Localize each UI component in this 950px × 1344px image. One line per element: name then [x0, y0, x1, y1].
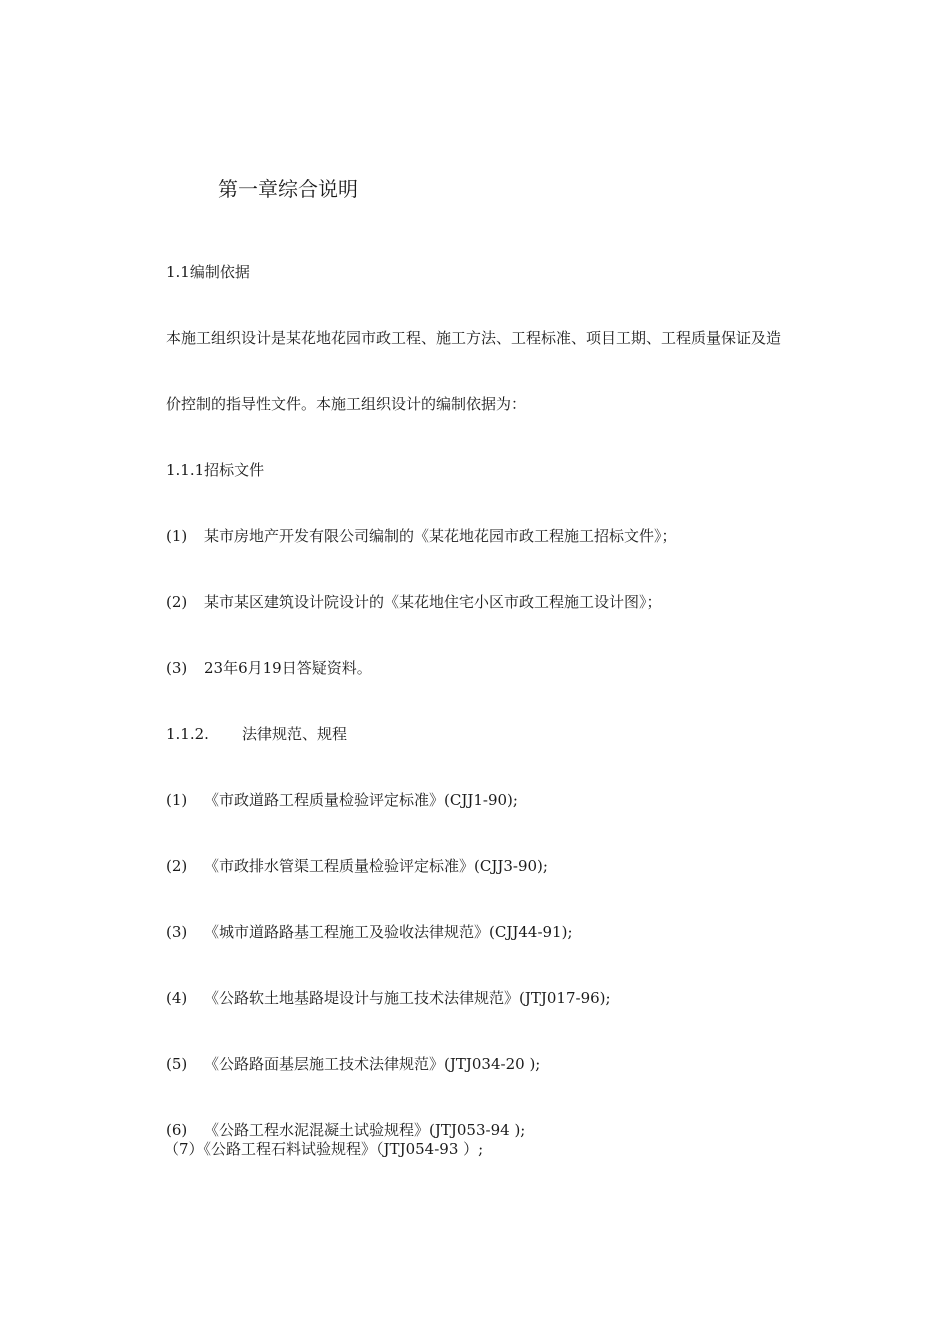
list-item-text: 某市某区建筑设计院设计的《某花地住宅小区市政工程施工设计图》； [204, 593, 662, 611]
section-heading-1-1-1: 1.1.1招标文件 [166, 461, 265, 479]
list-item-text: 《公路路面基层施工技术法律规范》(JTJ034-20 ); [204, 1055, 541, 1073]
list-item-number: (1) [166, 527, 188, 545]
list-item [166, 1054, 540, 1074]
list-item-text: 《城市道路路基工程施工及验收法律规范》(CJJ44-91); [204, 923, 573, 941]
section-title: 法律规范、规程 [242, 725, 348, 743]
section-heading-1-1: 1.1编制依据 [166, 263, 250, 281]
list-item-text: 《公路工程水泥混凝土试验规程》(JTJ053-94 ); [204, 1121, 526, 1139]
list-item-number: (2) [166, 857, 188, 875]
list-item [166, 658, 372, 678]
list-item [166, 988, 611, 1008]
list-item [166, 922, 573, 942]
list-item-number: (6) [166, 1121, 188, 1139]
list-item-number: (5) [166, 1055, 188, 1073]
list-item-number: (4) [166, 989, 188, 1007]
list-item-number: (2) [166, 593, 188, 611]
list-item-number: (3) [166, 923, 188, 941]
list-item-text: 《公路软土地基路堤设计与施工技术法律规范》(JTJ017-96); [204, 989, 611, 1007]
paragraph-line-2: 价控制的指导性文件。本施工组织设计的编制依据为： [166, 395, 527, 413]
list-item [166, 1120, 525, 1140]
list-item [166, 790, 518, 810]
list-item [166, 526, 677, 546]
paragraph-line-1: 本施工组织设计是某花地花园市政工程、施工方法、工程标准、项目工期、工程质量保证及造 [166, 329, 782, 347]
list-item-text: 23年6月19日答疑资料。 [204, 659, 372, 677]
section-heading-1-1-2 [166, 724, 347, 744]
list-item [166, 592, 662, 612]
list-item-text: 《市政道路工程质量检验评定标准》(CJJ1-90); [204, 791, 518, 809]
list-item-text: 某市房地产开发有限公司编制的《某花地花园市政工程施工招标文件》； [204, 527, 677, 545]
list-item-text: 《市政排水管渠工程质量检验评定标准》(CJJ3-90); [204, 857, 548, 875]
section-number: 1.1.2. [166, 725, 209, 743]
list-item-number: (1) [166, 791, 188, 809]
list-item [166, 856, 548, 876]
list-item: （7）《公路工程石料试验规程》（JTJ054-93 ）; [164, 1140, 484, 1158]
chapter-title: 第一章综合说明 [218, 177, 358, 201]
list-item-number: (3) [166, 659, 188, 677]
